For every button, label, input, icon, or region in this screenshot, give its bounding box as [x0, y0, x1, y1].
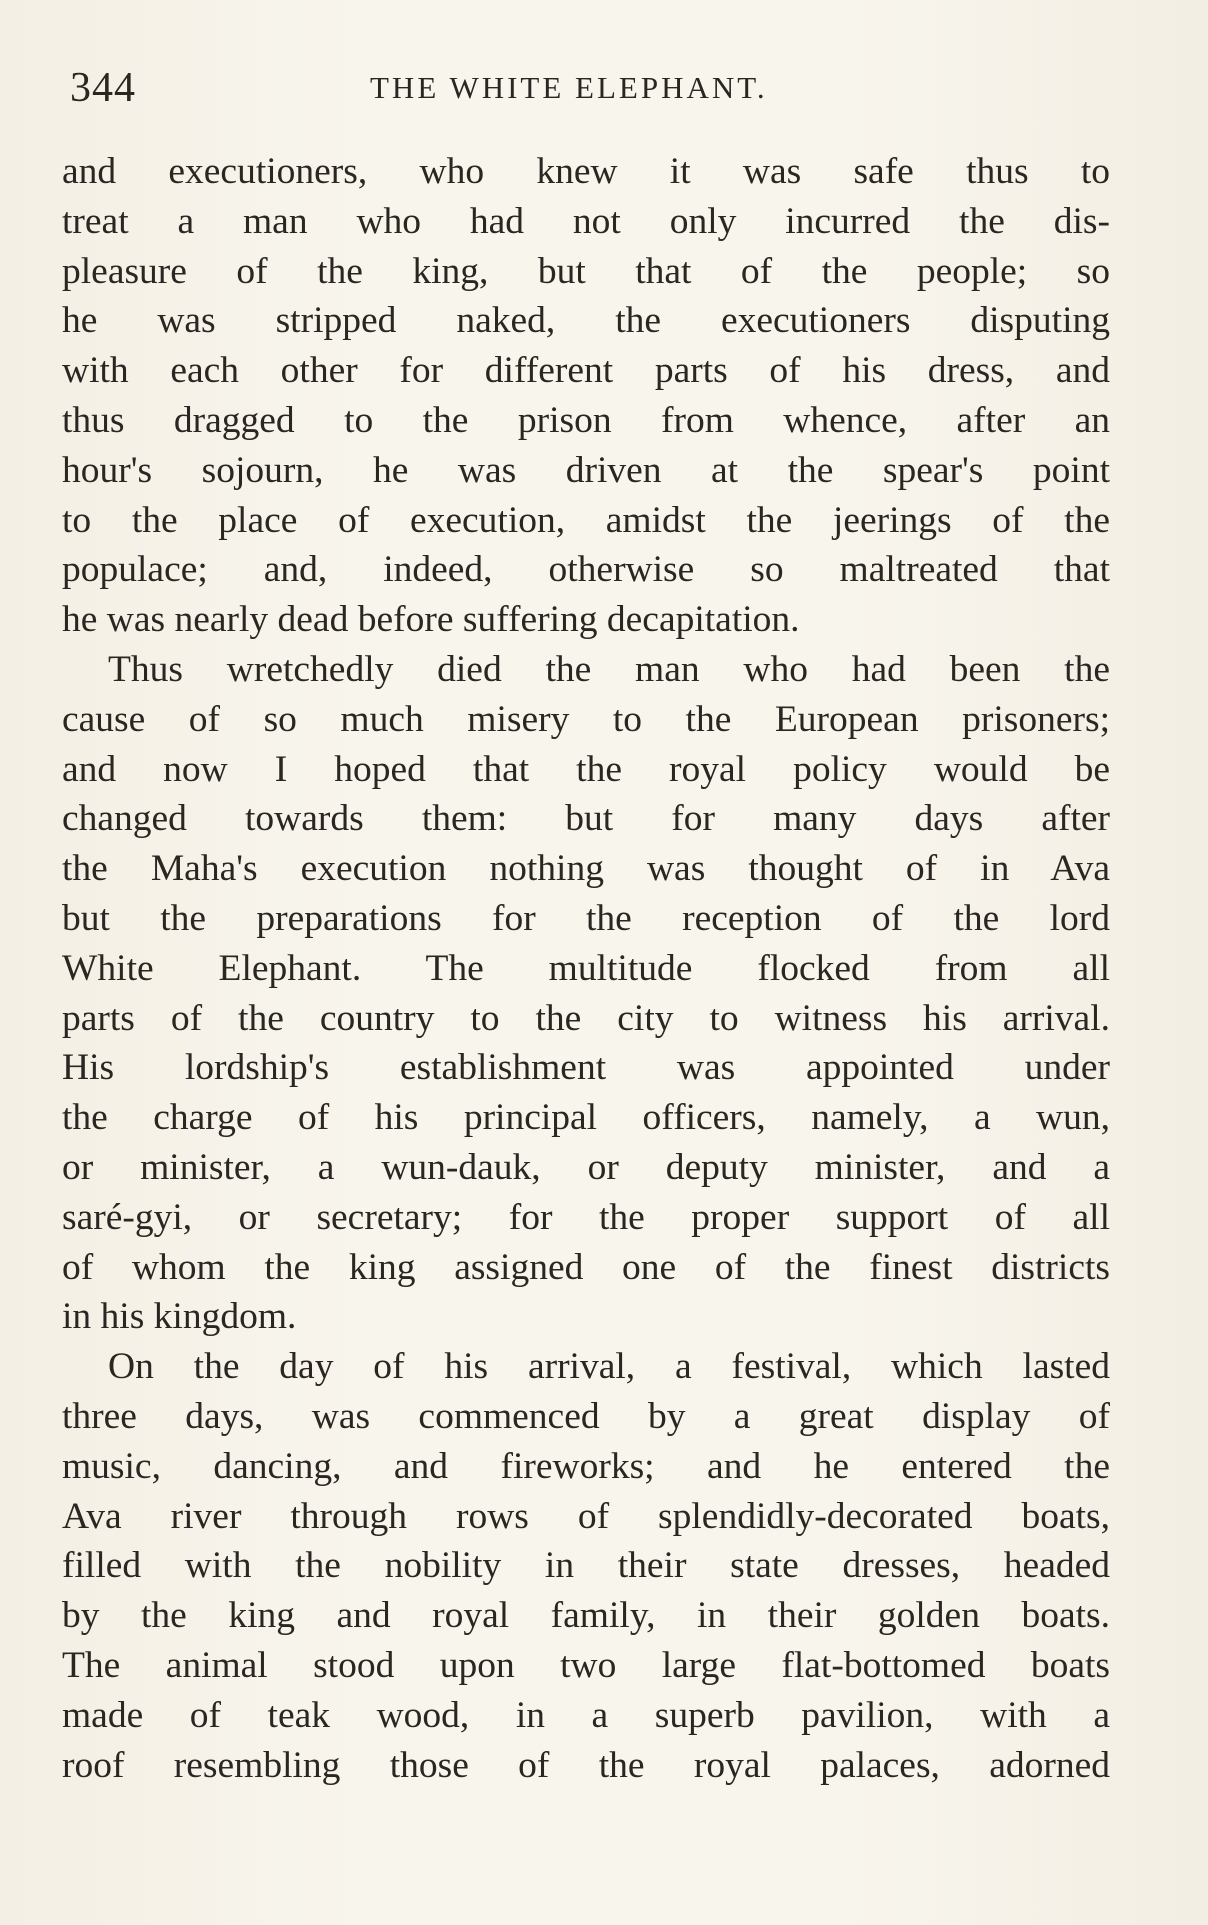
text-line: Ava river through rows of splendidly-decorated boats, — [62, 1495, 1110, 1537]
body-text — [62, 147, 1110, 1790]
text-line: to the place of execution, amidst the jeerings of the — [62, 499, 1110, 541]
text-line: treat a man who had not only incurred the dis- — [62, 200, 1110, 242]
text-line: White Elephant. The multitude flocked from all — [62, 947, 1110, 989]
text-line: His lordship's establishment was appointed under — [62, 1047, 1110, 1089]
text-line: parts of the country to the city to witness his arrival. — [62, 997, 1110, 1039]
text-line: cause of so much misery to the European prisoners; — [62, 698, 1110, 740]
text-line: three days, was commenced by a great display of — [62, 1395, 1110, 1437]
page-number: 344 — [70, 65, 136, 111]
paragraph-end-line: in his kingdom. — [62, 1296, 297, 1338]
text-line: and now I hoped that the royal policy would be — [62, 748, 1110, 790]
paragraph-start-line: On the day of his arrival, a festival, which lasted — [108, 1346, 1110, 1388]
text-line: changed towards them: but for many days after — [62, 798, 1110, 840]
paragraph-end-line: he was nearly dead before suffering decapitation. — [62, 599, 800, 641]
text-line: but the preparations for the reception of the lord — [62, 897, 1110, 939]
paragraph-start-line: Thus wretchedly died the man who had been the — [108, 648, 1110, 690]
text-line: of whom the king assigned one of the finest districts — [62, 1246, 1110, 1288]
text-line: the Maha's execution nothing was thought of in Ava — [62, 848, 1110, 890]
text-line: the charge of his principal officers, namely, a wun, — [62, 1097, 1110, 1139]
running-head — [70, 64, 1120, 112]
text-line: he was stripped naked, the executioners disputing — [62, 300, 1110, 342]
text-line: and executioners, who knew it was safe thus to — [62, 151, 1110, 192]
text-line: with each other for different parts of his dress, and — [62, 350, 1110, 392]
text-line: or minister, a wun-dauk, or deputy minister, and a — [62, 1146, 1110, 1188]
running-title: THE WHITE ELEPHANT. — [370, 70, 768, 105]
text-line: pleasure of the king, but that of the people; so — [62, 250, 1110, 292]
text-line: made of teak wood, in a superb pavilion, with a — [62, 1694, 1110, 1736]
text-line: roof resembling those of the royal palaces, adorned — [62, 1744, 1110, 1786]
text-line: populace; and, indeed, otherwise so maltreated that — [62, 549, 1110, 591]
text-line: filled with the nobility in their state dresses, headed — [62, 1545, 1110, 1587]
text-line: saré-gyi, or secretary; for the proper support of all — [62, 1196, 1110, 1238]
text-line: thus dragged to the prison from whence, after an — [62, 399, 1110, 441]
text-line: hour's sojourn, he was driven at the spear's point — [62, 449, 1110, 491]
text-line: by the king and royal family, in their golden boats. — [62, 1595, 1110, 1637]
text-line: music, dancing, and fireworks; and he entered the — [62, 1445, 1110, 1487]
text-line: The animal stood upon two large flat-bottomed boats — [62, 1644, 1110, 1686]
